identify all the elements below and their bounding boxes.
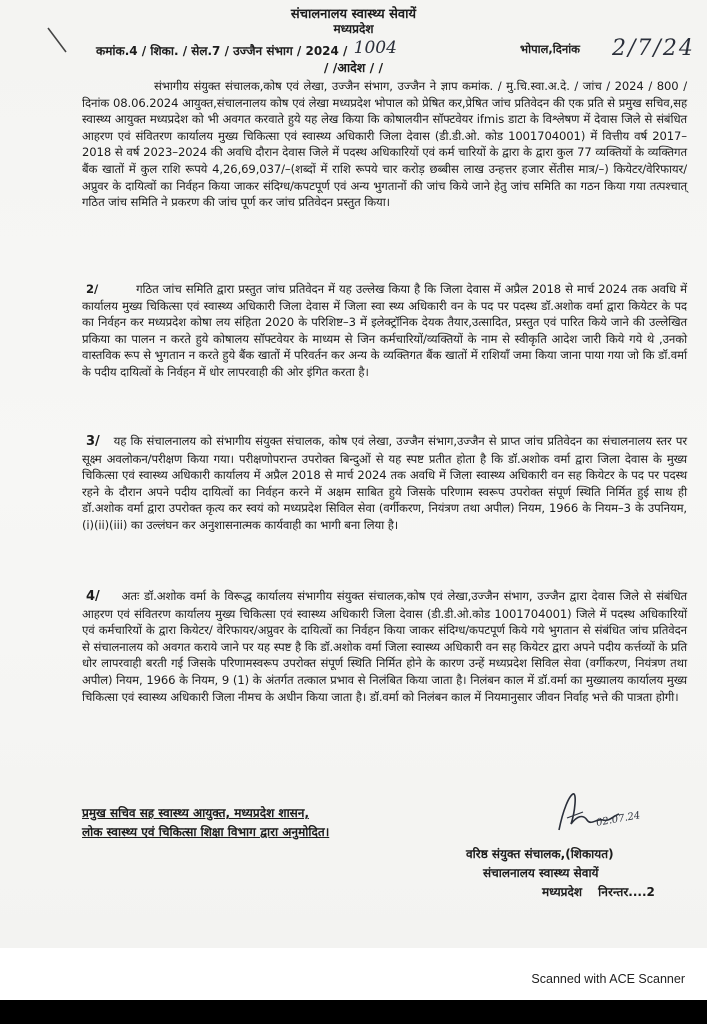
- bottom-black-bar: [0, 1000, 707, 1024]
- handwritten-reference-number: 1004: [353, 38, 397, 58]
- paragraph-4-number: 4/: [86, 589, 100, 604]
- approval-line-2: लोक स्वास्थ्य एवं चिकित्सा शिक्षा विभाग द्वारा अनुमोदित।: [82, 825, 330, 839]
- signatory-designation: वरिष्ठ संयुक्त संचालक,(शिकायत): [466, 847, 614, 861]
- order-title: / /आदेश / /: [323, 60, 384, 75]
- signature-scribble: [553, 790, 623, 836]
- signature-date: 02.07.24: [595, 810, 642, 829]
- scanner-footer: [0, 948, 707, 1000]
- paragraph-2: [82, 281, 687, 425]
- paragraph-1: [82, 78, 687, 256]
- approval-line-1: प्रमुख सचिव सह स्वास्थ्य आयुक्त, मध्यप्रदेश शासन,: [82, 806, 310, 820]
- reference-prefix: कमांक.4 / शिका. / सेल.7 / उज्जैन संभाग / 2024 /: [96, 44, 348, 58]
- paragraph-4: [82, 588, 687, 800]
- paragraph-3-text: यह कि संचालनालय को संभागीय संयुक्त संचालक, कोष एवं लेखा, उज्जैन संभाग,उज्जैन से प्राप्त जांच प्रतिवेदन का संचालनालय स्तर पर सूक्ष्म अवलोकन/परीक्षण किया गया। परीक्षणोपरान्त उपरोक्त बिन्दुओं से यह स्पष्ट प्रतीत होता है कि डॉ.अशोक वर्मा द्वारा जिला देवास के मुख्य चिकित्सा एवं स्वास्थ्य अधिकारी कार्यालय में अप्रैल 2018 से मार्च 2024 तक अवधि में जिला स्वास्थ्य अधिकारी वन सह कियेटर के पद पर पदस्थ रहने के दौरान अपने पदीय दायित्वों का निर्वहन करने में अक्षम साबित हुये जिसके परिणाम स्वरूप उपरोक्त संपूर्ण स्थिति निर्मित हुई साथ ही डॉ.अशोक वर्मा द्वारा उपरोक्त कृत्य कर स्वयं को मध्यप्रदेश सिविल सेवा (वर्गीकरण, नियंत्रण तथा अपील) नियम, 1966 के नियम–3 के उपनियम, (i)(ii)(iii) का उल्लंघन कर अनुशासनात्मक कार्यवाही का भागी बना लिया है।: [82, 434, 687, 532]
- paragraph-2-number: 2/: [86, 282, 99, 296]
- office-heading: संचालनालय स्वास्थ्य सेवायें: [290, 7, 417, 22]
- signatory-state-continuation: मध्यप्रदेश निरन्तर....2: [542, 885, 655, 899]
- paragraph-4-text: अतः डॉ.अशोक वर्मा के विरूद्ध कार्यालय संभागीय संयुक्त संचालक,कोष एवं लेखा,उज्जैन संभाग, उज्जैन द्वारा देवास जिले से संबंधित आहरण एवं संवितरण कार्यालय मुख्य चिकित्सा एवं स्वास्थ्य अधिकारी जिला देवास (डी.डी.ओ.कोड 1001704001) जिले में पदस्थ अधिकारियों एवं कर्मचारियों के द्वारा कियेटर/ वेरिफायर/अप्रुवर के दायित्वों का निर्वहन किया जाकर संदिग्ध/कपटपूर्ण किये गये भुगतान से संबंधित जांच प्रतिवेदन से संचालनालय को अवगत कराये जाने पर यह स्पष्ट है कि डॉ.अशोक वर्मा जिला स्वास्थ्य अधिकारी वन सह कियेटर द्वारा अपने पदीय कर्त्तव्यों के प्रति धोर लापरवाही बरती गई जिसके परिणामस्वरूप उपरोक्त संपूर्ण स्थिति निर्मित होने के कारण उन्हें मध्यप्रदेश सिविल सेवा (वर्गीकरण, नियंत्रण तथा अपील) नियम, 1966 के नियम, 9 (1) के अंतर्गत तत्काल प्रभाव से निलंबित किया जाता है। निलंबन काल में डॉ.वर्मा का मुख्यालय कार्यालय मुख्य चिकित्सा एवं स्वास्थ्य अधिकारी जिला नीमच के अधीन किया जाता है। डॉ.वर्मा को निलंबन काल में नियमानुसार जीवन निर्वाह भत्ते की पात्रता होगी।: [82, 589, 688, 704]
- place-date-label: भोपाल,दिनांक: [520, 42, 581, 56]
- reference-number: [96, 40, 395, 60]
- signatory-office: संचालनालय स्वास्थ्य सेवायें: [483, 866, 599, 880]
- handwritten-date: 2/7/24: [612, 36, 695, 61]
- state-heading: मध्यप्रदेश: [333, 22, 374, 36]
- paragraph-3-number: 3/: [86, 434, 100, 449]
- paragraph-3: [82, 433, 687, 578]
- paragraph-1-text: संभागीय संयुक्त संचालक,कोष एवं लेखा, उज्जैन संभाग, उज्जैन ने ज्ञाप कमांक. / मु.चि.स्वा.अ.दे. / जांच / 2024 / 800 / दिनांक 08.06.2024 आयुक्त,संचालनालय कोष एवं लेखा मध्यप्रदेश भोपाल को प्रेषित कर,प्रेषित जांच प्रतिवेदन की एक प्रति से प्रमुख सचिव,सह स्वास्थ्य आयुक्त मध्यप्रदेश को भी अवगत करवाते हुये यह लेख किया कि कोषालयीन सॉफ्टवेयर ifmis डाटा के विश्लेषण में देवास जिले से संबंधित आहरण एवं संवितरण कार्यालय मुख्य चिकित्सा एवं स्वास्थ्य अधिकारी जिला देवास (डी.डी.ओ. कोड 1001704001) में वित्तीय वर्ष 2017–2018 से वर्ष 2023–2024 की अवधि दौरान देवास जिले में पदस्थ अधिकारियों एवं कर्म चारियों के द्वारा के द्वारा कुल 77 व्यक्तियों के व्यक्तिगत बैंक खातों में कुल राशि रूपये 4,26,69,037/–(शब्दों में राशि रूपये चार करोड़ छब्बीस लाख उन्हत्तर हजार सेंतीस मात्र/–) कियेटर/वेरिफायर/अप्रुवर के दायित्वों का निर्वहन किया जाकर संदिग्ध/कपटपूर्ण एवं अन्य भुगतानों की जांच किये जाने हेतु जांच समिति का गठन किया गया तत्पश्चात् गठित जांच समिति ने प्रकरण की जांच पूर्ण कर जांच प्रतिवेदन प्रस्तुत किया।: [82, 79, 687, 210]
- paragraph-2-text: गठित जांच समिति द्वारा प्रस्तुत जांच प्रतिवेदन में यह उल्लेख किया है कि जिला देवास में अप्रैल 2018 से मार्च 2024 तक अवधि में कार्यालय मुख्य चिकित्सा एवं स्वास्थ्य अधिकारी जिला देवास में जिला स्वा स्थ्य अधिकारी वन के पद पर पदस्थ डॉ.अशोक वर्मा द्वारा कियेटर के पद का निर्वहन कर मध्यप्रदेश कोषा लय संहिता 2020 के परिशिष्ट–3 में इलेक्ट्रॉनिक देयक तैयार,उत्सादित, प्रस्तुत एवं पारित किये जाने की उल्लेखित प्रकिया का पालन न करते हुये कोषालय सॉफ्टवेयर के माध्यम से जिन कर्मचारियों/व्यक्तियों के नाम से स्वीकृति आदेश जारी किये गये थे ,उनको वास्तविक रूप से भुगतान न करते हुये बैंक खातों में परिवर्तन कर अन्य के व्यक्तिगत बैंक खातों में राशियाँ जमा किया जाना पाया गया जो कि डॉ.वर्मा के पदीय दायित्वों के निर्वहन में धोर लापरवाही की ओर इंगित करता है।: [82, 282, 687, 379]
- scanner-credit: Scanned with ACE Scanner: [531, 972, 685, 986]
